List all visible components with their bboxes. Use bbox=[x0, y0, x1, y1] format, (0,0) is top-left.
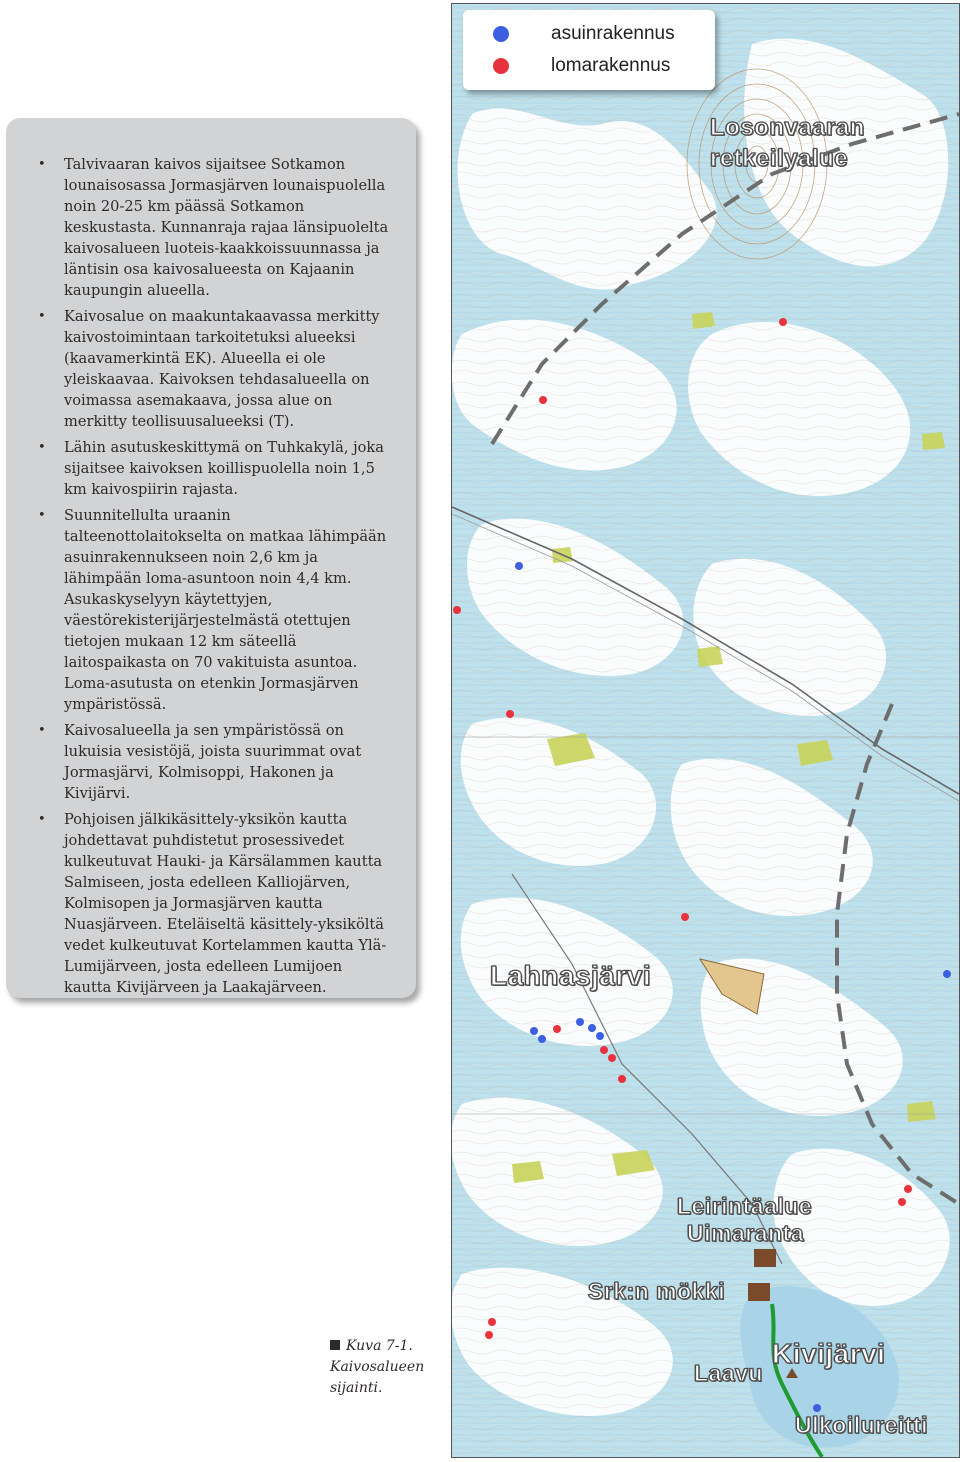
location-map bbox=[451, 3, 960, 1458]
campsite-icon bbox=[754, 1249, 776, 1267]
label-srk-mokki: Srk:n mökki bbox=[588, 1278, 726, 1304]
bullet-text: Lähin asutuskeskittymä on Tuhkakylä, joka sijaitsee kaivoksen koillispuolella noin 1,5 km kaivospiirin rajasta. bbox=[64, 439, 384, 498]
bullet-marker: • bbox=[38, 157, 46, 172]
label-kivijarvi: Kivijärvi bbox=[772, 1338, 886, 1369]
legend-swatch-blue bbox=[493, 26, 509, 42]
caption-line-2: Kaivosalueen bbox=[330, 1359, 425, 1375]
bullet-list bbox=[38, 154, 390, 1003]
bullet-marker: • bbox=[38, 812, 46, 827]
bullet-item bbox=[38, 505, 390, 715]
cabin-icon bbox=[748, 1283, 770, 1301]
bullet-item bbox=[38, 809, 390, 998]
legend-row-asuinrakennus bbox=[501, 23, 675, 45]
label-losonvaara-1: Losonvaaran bbox=[710, 114, 865, 141]
bullet-marker: • bbox=[38, 508, 46, 523]
bullet-text: Suunnitellulta uraanin talteenottolaitokselta on matkaa lähimpään asuinrakennukseen noin 2,6 km ja lähimpään loma-asuntoon noin 4,4 km. Asukaskyselyyn käytettyjen, väestörekisterijärjestelmästä otettujen tietojen mukaan 12 km säteellä laitospaikasta on 70 vakituista asuntoa. Loma-asutusta on etenkin Jormasjärven ympäristössä. bbox=[64, 507, 387, 713]
label-ulkoilureitti: Ulkoilureitti bbox=[795, 1412, 929, 1438]
bullet-marker: • bbox=[38, 440, 46, 455]
bullet-text: Kaivosalueella ja sen ympäristössä on lukuisia vesistöjä, joista suurimmat ovat Jormasjärvi, Kolmisoppi, Hakonen ja Kivijärvi. bbox=[64, 722, 362, 802]
bullet-item bbox=[38, 306, 390, 432]
caption-line-3: sijainti. bbox=[330, 1380, 383, 1396]
map-legend bbox=[463, 10, 715, 90]
bullet-marker: • bbox=[38, 723, 46, 738]
caption-line-1 bbox=[330, 1336, 440, 1357]
legend-label: lomarakennus bbox=[551, 55, 671, 76]
bullet-text: Talvivaaran kaivos sijaitsee Sotkamon lounaisosassa Jormasjärven lounaispuolella noin 20-25 km päässä Sotkamon keskustasta. Kunnanraja rajaa länsipuolelta kaivosalueen luoteis-kaakkoissuunnassa ja läntisin osa kaivosalueesta on Kajaanin kaupungin alueella. bbox=[64, 156, 389, 299]
label-lahnasjarvi: Lahnasjärvi bbox=[490, 960, 652, 991]
legend-row-lomarakennus bbox=[501, 55, 670, 77]
legend-label: asuinrakennus bbox=[551, 23, 675, 44]
bullet-item bbox=[38, 154, 390, 301]
label-uimaranta: Uimaranta bbox=[687, 1220, 804, 1246]
caption-number: Kuva 7-1. bbox=[346, 1338, 413, 1354]
bullet-item bbox=[38, 720, 390, 804]
caption-square-icon bbox=[330, 1340, 340, 1350]
bullet-text: Pohjoisen jälkikäsittely-yksikön kautta johdettavat puhdistetut prosessivedet kulkeutuvat Hauki- ja Kärsälammen kautta Salmiseen, josta edelleen Kalliojärven, Kolmisopen ja Jormasjärven kautta Nuasjärveen. Eteläiseltä käsittely-yksiköltä vedet kulkeutuvat Kortelammen kautta Ylä-Lumijärveen, josta edelleen Lumijoen kautta Kivijärveen ja Laakajärveen. bbox=[64, 811, 387, 996]
figure-caption bbox=[330, 1336, 440, 1399]
label-leirintaalue: Leirintäalue bbox=[677, 1193, 813, 1219]
label-laavu: Laavu bbox=[694, 1360, 763, 1386]
legend-swatch-red bbox=[493, 58, 509, 74]
label-losonvaara-2: retkeilyalue bbox=[710, 145, 849, 172]
bullet-item bbox=[38, 437, 390, 500]
bullet-marker: • bbox=[38, 309, 46, 324]
bullet-text: Kaivosalue on maakuntakaavassa merkitty kaivostoimintaan tarkoitetuksi alueeksi (kaavamerkintä EK). Alueella ei ole yleiskaavaa. Kaivoksen tehdasalueella on voimassa asemakaava, jossa alue on merkitty teollisuusalueeksi (T). bbox=[64, 308, 380, 430]
